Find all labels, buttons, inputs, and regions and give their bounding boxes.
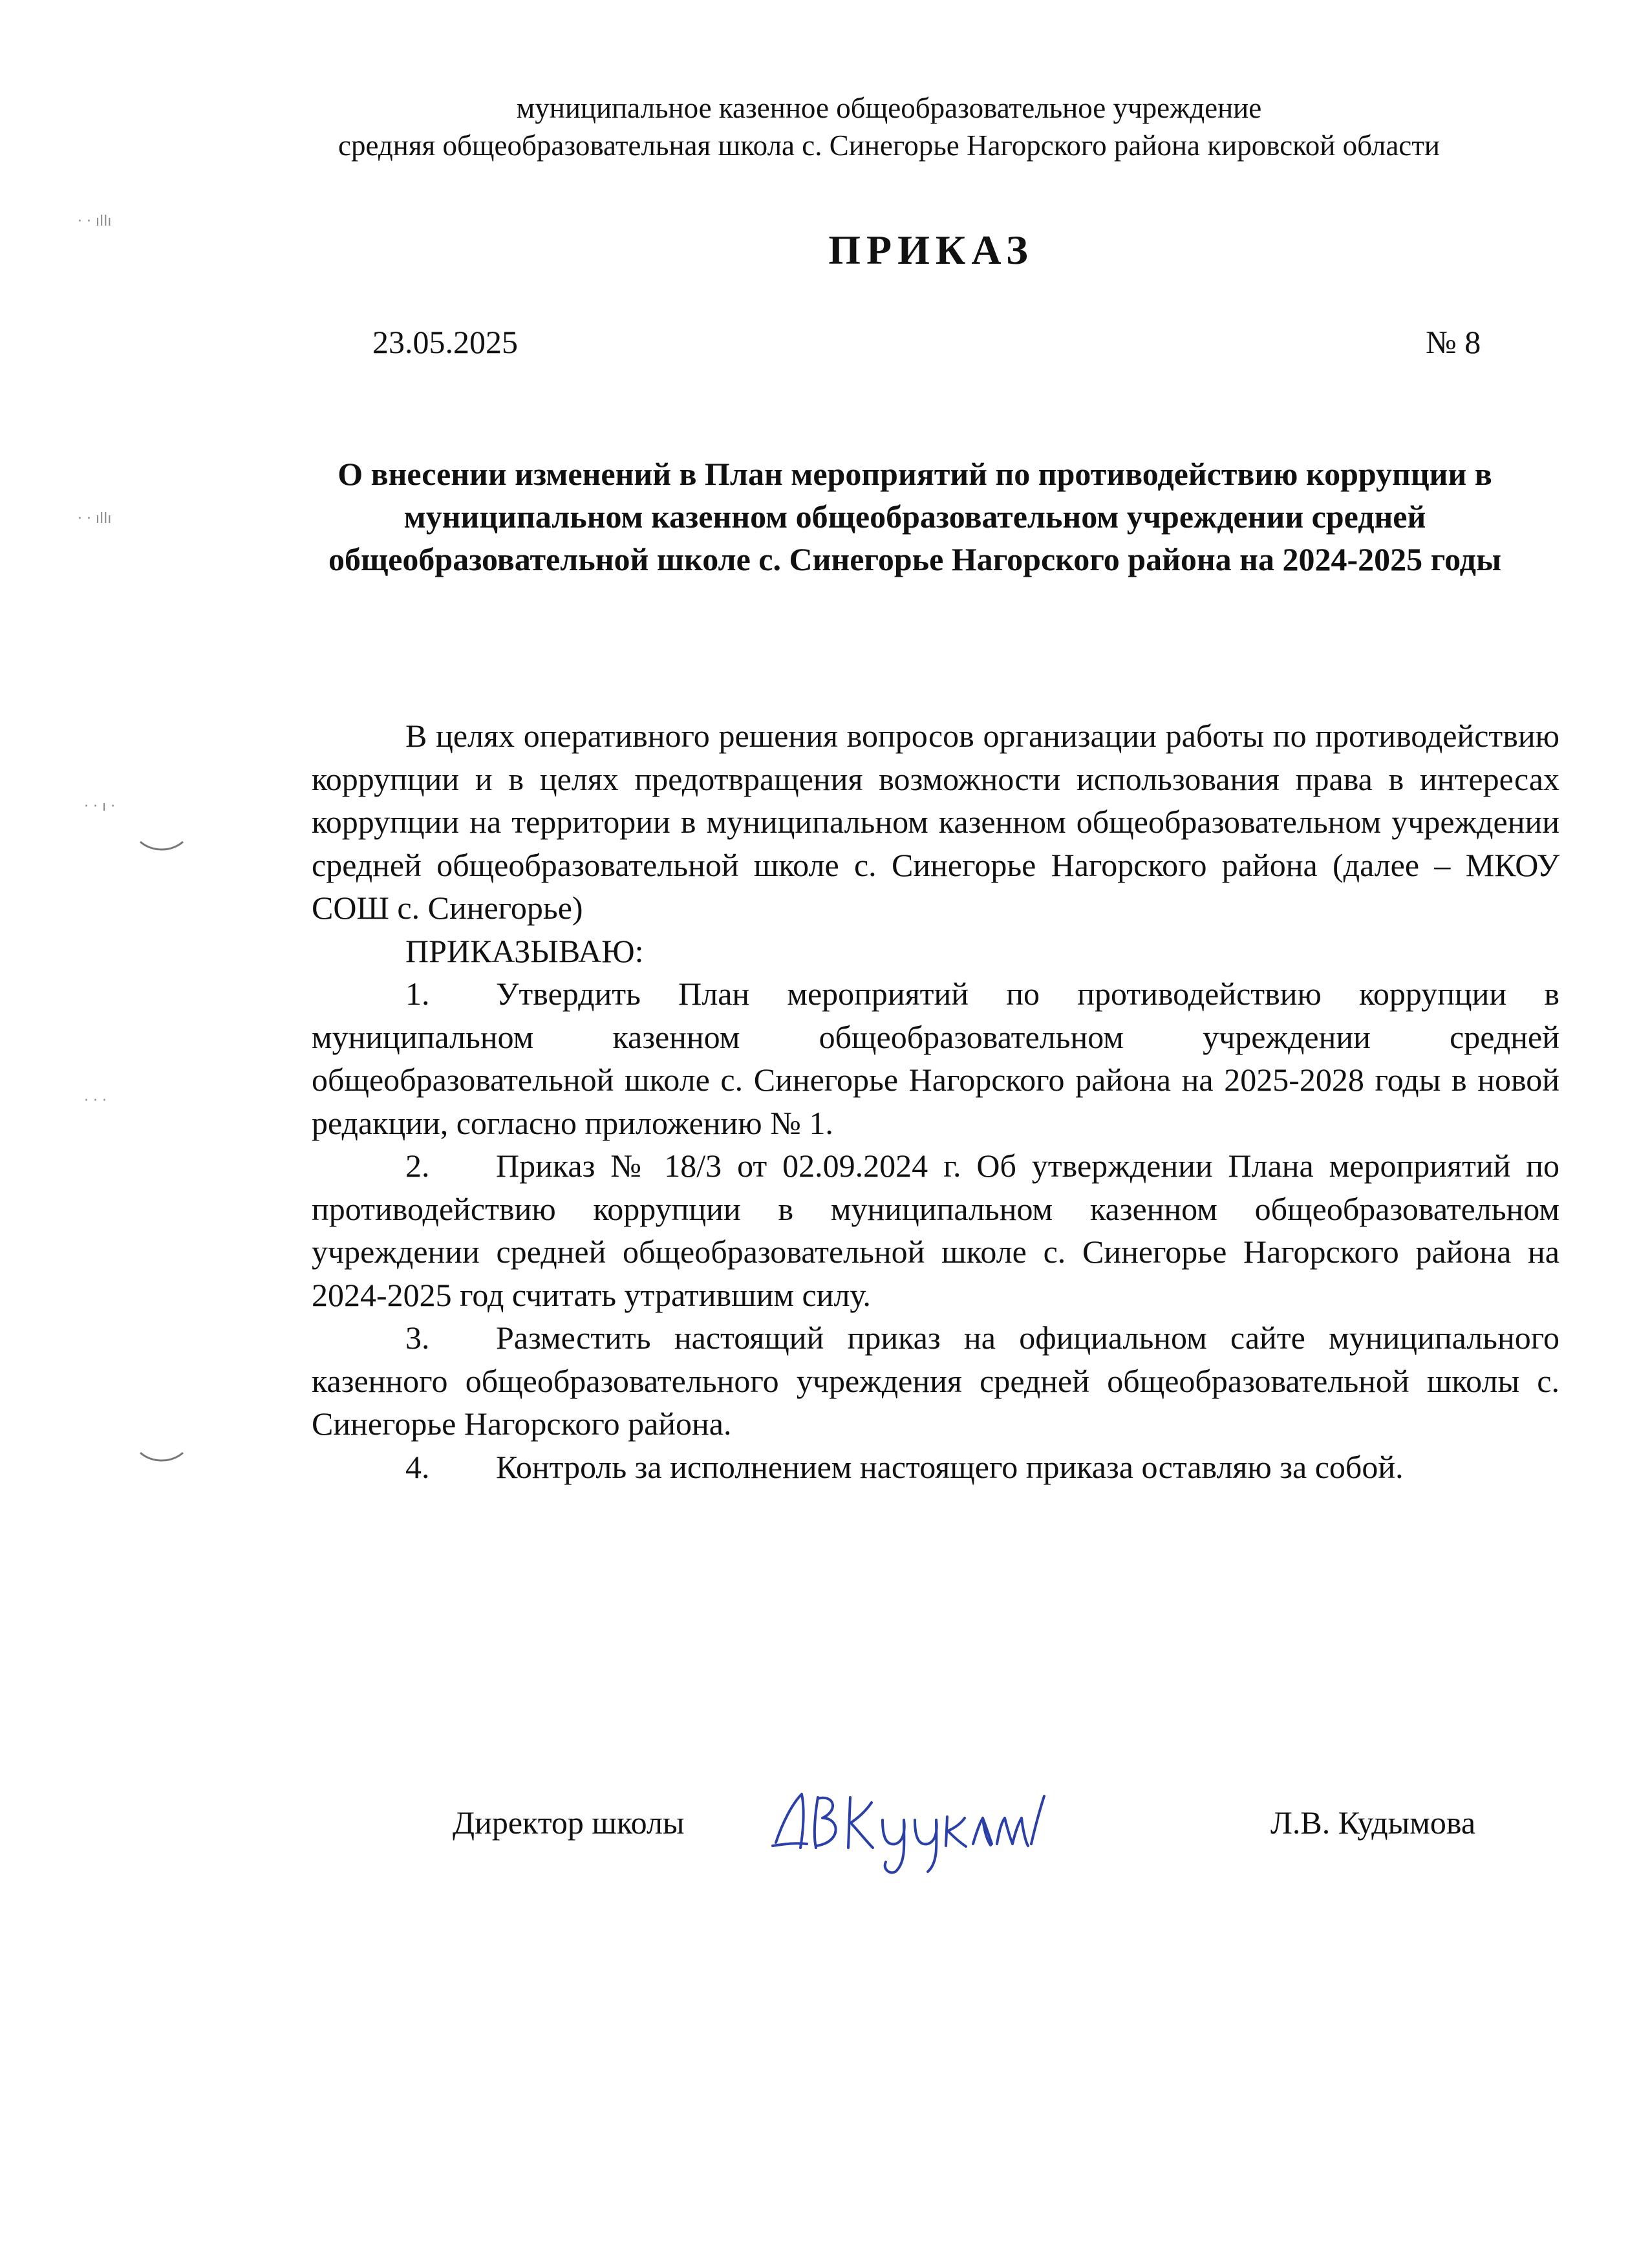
- document-body: [312, 714, 1559, 1488]
- scan-artifact: [139, 840, 184, 853]
- scan-artifact: · · ıllı: [78, 213, 112, 230]
- item-text: Приказ № 18/3 от 02.09.2024 г. Об утверждении Плана мероприятий по противодействию коррупции в муниципальном казенном общеобразовательном учреждении средней общеобразовательной школе с. Синегорье Нагорского района на 2024-2025 год считать утратившим силу.: [312, 1148, 1559, 1313]
- scan-artifact: · · ıllı: [78, 511, 112, 527]
- handwritten-signature: [756, 1771, 1054, 1875]
- document-title: ПРИКАЗ: [828, 227, 1034, 273]
- order-item: [312, 1144, 1559, 1316]
- scan-artifact: · · ı ·: [84, 798, 116, 815]
- document-date: 23.05.2025: [372, 324, 518, 360]
- scan-artifact: [139, 1451, 184, 1464]
- item-number: 4.: [405, 1448, 430, 1485]
- document-number: № 8: [1426, 324, 1481, 360]
- signatory-position: Директор школы: [453, 1804, 685, 1841]
- signatory-name: Л.В. Кудымова: [1270, 1804, 1476, 1841]
- item-number: 1.: [405, 976, 430, 1012]
- document-subject: О внесении изменений в План мероприятий по противодействию коррупции в муниципальном казенном общеобразовательном учреждении средней общеобразовательной школе с. Синегорье Нагорского района на 2024-2025 годы: [328, 456, 1501, 577]
- item-text: Утвердить План мероприятий по противодействию коррупции в муниципальном казенном общеобразовательном учреждении средней общеобразовательной школе с. Синегорье Нагорского района на 2025-2028 годы в новой редакции, согласно приложению № 1.: [312, 976, 1559, 1141]
- order-item: [312, 1446, 1559, 1489]
- order-item: [312, 972, 1559, 1144]
- header-line-1: муниципальное казенное общеобразовательное учреждение: [516, 92, 1262, 124]
- order-item: [312, 1316, 1559, 1446]
- item-number: 3.: [405, 1320, 430, 1356]
- item-number: 2.: [405, 1148, 430, 1184]
- order-word: ПРИКАЗЫВАЮ:: [405, 932, 644, 969]
- item-text: Контроль за исполнением настоящего приказа оставляю за собой.: [496, 1448, 1404, 1485]
- scan-artifact: · · ·: [84, 1093, 107, 1109]
- header-line-2: средняя общеобразовательная школа с. Синегорье Нагорского района кировской области: [338, 129, 1441, 162]
- item-text: Разместить настоящий приказ на официальном сайте муниципального казенного общеобразовательного учреждения средней общеобразовательной школы с. Синегорье Нагорского района.: [312, 1320, 1559, 1442]
- preamble-paragraph: В целях оперативного решения вопросов организации работы по противодействию коррупции и в целях предотвращения возможности использования права в интересах коррупции на территории в муниципальном казенном общеобразовательном учреждении средней общеобразовательной школе с. Синегорье Нагорского района (далее – МКОУ СОШ с. Синегорье): [312, 718, 1559, 926]
